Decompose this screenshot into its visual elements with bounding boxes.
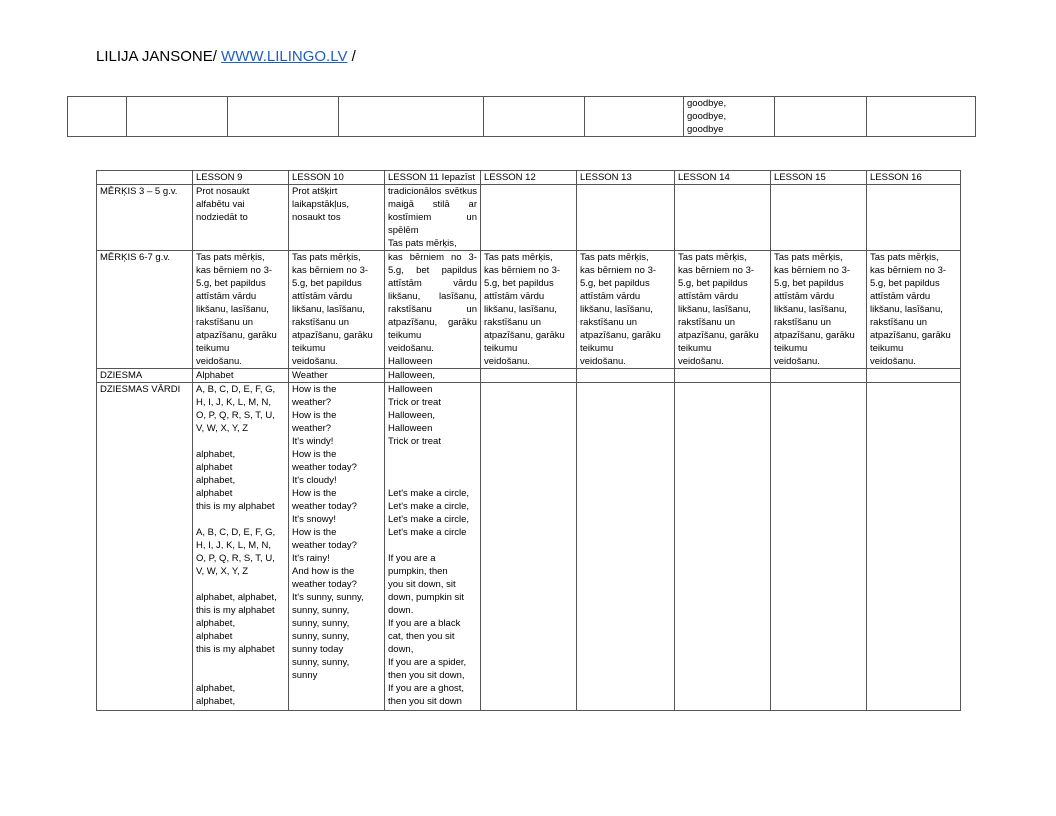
lesson-plan-table	[96, 170, 961, 711]
header-cell: LESSON 11 Iepazīst	[385, 171, 481, 185]
table-row	[97, 369, 961, 383]
table-cell: Prot nosaukt alfabētu vai nodziedāt to	[193, 185, 289, 251]
table-cell	[771, 369, 867, 383]
top-table	[67, 96, 976, 137]
table-cell	[867, 97, 976, 137]
table-cell	[481, 383, 577, 711]
page-header	[96, 48, 356, 65]
table-cell	[675, 369, 771, 383]
header-cell: LESSON 10	[289, 171, 385, 185]
table-cell: Halloween Trick or treat Halloween, Halloween Trick or treat Let's make a circle, Let's make a circle, Let's make a circle, Let's make a circle If you are a pumpkin, then you sit down, sit down, pumpkin sit down. If you are a black cat, then you sit down, If you are a spider, then you sit down, If you are a ghost, then you sit down	[385, 383, 481, 711]
table-cell	[481, 369, 577, 383]
table-cell	[675, 185, 771, 251]
table-cell	[867, 383, 961, 711]
table-cell: Tas pats mērķis, kas bērniem no 3- 5.g, bet papildus attīstām vārdu likšanu, lasīšanu, rakstīšanu un atpazīšanu, garāku teikumu veidošanu.	[867, 251, 961, 369]
website-link[interactable]: WWW.LILINGO.LV	[221, 48, 348, 65]
row-label: MĒRĶIS 6-7 g.v.	[97, 251, 193, 369]
table-row	[97, 383, 961, 711]
table-cell	[867, 185, 961, 251]
table-cell: Tas pats mērķis, kas bērniem no 3- 5.g, bet papildus attīstām vārdu likšanu, lasīšanu, rakstīšanu un atpazīšanu, garāku teikumu veidošanu.	[577, 251, 675, 369]
header-cell: LESSON 16	[867, 171, 961, 185]
table-cell: Tas pats mērķis, kas bērniem no 3- 5.g, bet papildus attīstām vārdu likšanu, lasīšanu, rakstīšanu un atpazīšanu, garāku teikumu veidošanu.	[481, 251, 577, 369]
header-suffix: /	[347, 48, 356, 65]
table-cell: Halloween,	[385, 369, 481, 383]
row-label: DZIESMA	[97, 369, 193, 383]
table-cell: Tas pats mērķis, kas bērniem no 3- 5.g, bet papildus attīstām vārdu likšanu, lasīšanu, rakstīšanu un atpazīšanu, garāku teikumu veidošanu.	[289, 251, 385, 369]
table-cell	[127, 97, 228, 137]
row-label: MĒRĶIS 3 – 5 g.v.	[97, 185, 193, 251]
row-label: DZIESMAS VĀRDI	[97, 383, 193, 711]
table-cell: Prot atšķirt laikapstākļus, nosaukt tos	[289, 185, 385, 251]
header-cell: LESSON 9	[193, 171, 289, 185]
header-cell	[97, 171, 193, 185]
table-cell	[339, 97, 484, 137]
header-cell: LESSON 14	[675, 171, 771, 185]
table-cell	[228, 97, 339, 137]
table-cell: kas bērniem no 3-5.g, bet papildus attīstām vārdu likšanu, lasīšanu, rakstīšanu un atpazīšanu, garāku teikumu veidošanu. Halloween	[385, 251, 481, 369]
table-cell	[867, 369, 961, 383]
table-row	[97, 251, 961, 369]
table-row	[97, 185, 961, 251]
table-cell	[771, 185, 867, 251]
table-header-row	[97, 171, 961, 185]
table-cell	[68, 97, 127, 137]
header-cell: LESSON 15	[771, 171, 867, 185]
header-cell: LESSON 13	[577, 171, 675, 185]
table-cell: tradicionālos svētkus maigā stilā ar kostīmiem un spēlēm Tas pats mērķis,	[385, 185, 481, 251]
table-cell	[481, 185, 577, 251]
table-cell	[771, 383, 867, 711]
table-cell: Tas pats mērķis, kas bērniem no 3- 5.g, bet papildus attīstām vārdu likšanu, lasīšanu, rakstīšanu un atpazīšanu, garāku teikumu veidošanu.	[771, 251, 867, 369]
table-cell	[585, 97, 684, 137]
table-cell	[577, 369, 675, 383]
table-cell	[577, 383, 675, 711]
table-cell	[484, 97, 585, 137]
table-cell: A, B, C, D, E, F, G, H, I, J, K, L, M, N, O, P, Q, R, S, T, U, V, W, X, Y, Z alphabet, alphabet alphabet, alphabet this is my alphabet A, B, C, D, E, F, G, H, I, J, K, L, M, N, O, P, Q, R, S, T, U, V, W, X, Y, Z alphabet, alphabet, this is my alphabet alphabet, alphabet this is my alphabet alphabet, alphabet,	[193, 383, 289, 711]
table-cell: Alphabet	[193, 369, 289, 383]
table-cell	[775, 97, 867, 137]
table-cell	[675, 383, 771, 711]
table-cell: Tas pats mērķis, kas bērniem no 3- 5.g, bet papildus attīstām vārdu likšanu, lasīšanu, rakstīšanu un atpazīšanu, garāku teikumu veidošanu.	[193, 251, 289, 369]
table-cell	[577, 185, 675, 251]
header-cell: LESSON 12	[481, 171, 577, 185]
table-cell: Tas pats mērķis, kas bērniem no 3- 5.g, bet papildus attīstām vārdu likšanu, lasīšanu, rakstīšanu un atpazīšanu, garāku teikumu veidošanu.	[675, 251, 771, 369]
table-cell: goodbye, goodbye, goodbye	[684, 97, 775, 137]
author-name: LILIJA JANSONE/	[96, 48, 222, 65]
table-cell: How is the weather? How is the weather? It's windy! How is the weather today? It's cloudy! How is the weather today? It's snowy! How is the weather today? It's rainy! And how is the weather today? It's sunny, sunny, sunny, sunny, sunny, sunny, sunny, sunny, sunny today sunny, sunny, sunny	[289, 383, 385, 711]
table-row	[68, 97, 976, 137]
table-cell: Weather	[289, 369, 385, 383]
